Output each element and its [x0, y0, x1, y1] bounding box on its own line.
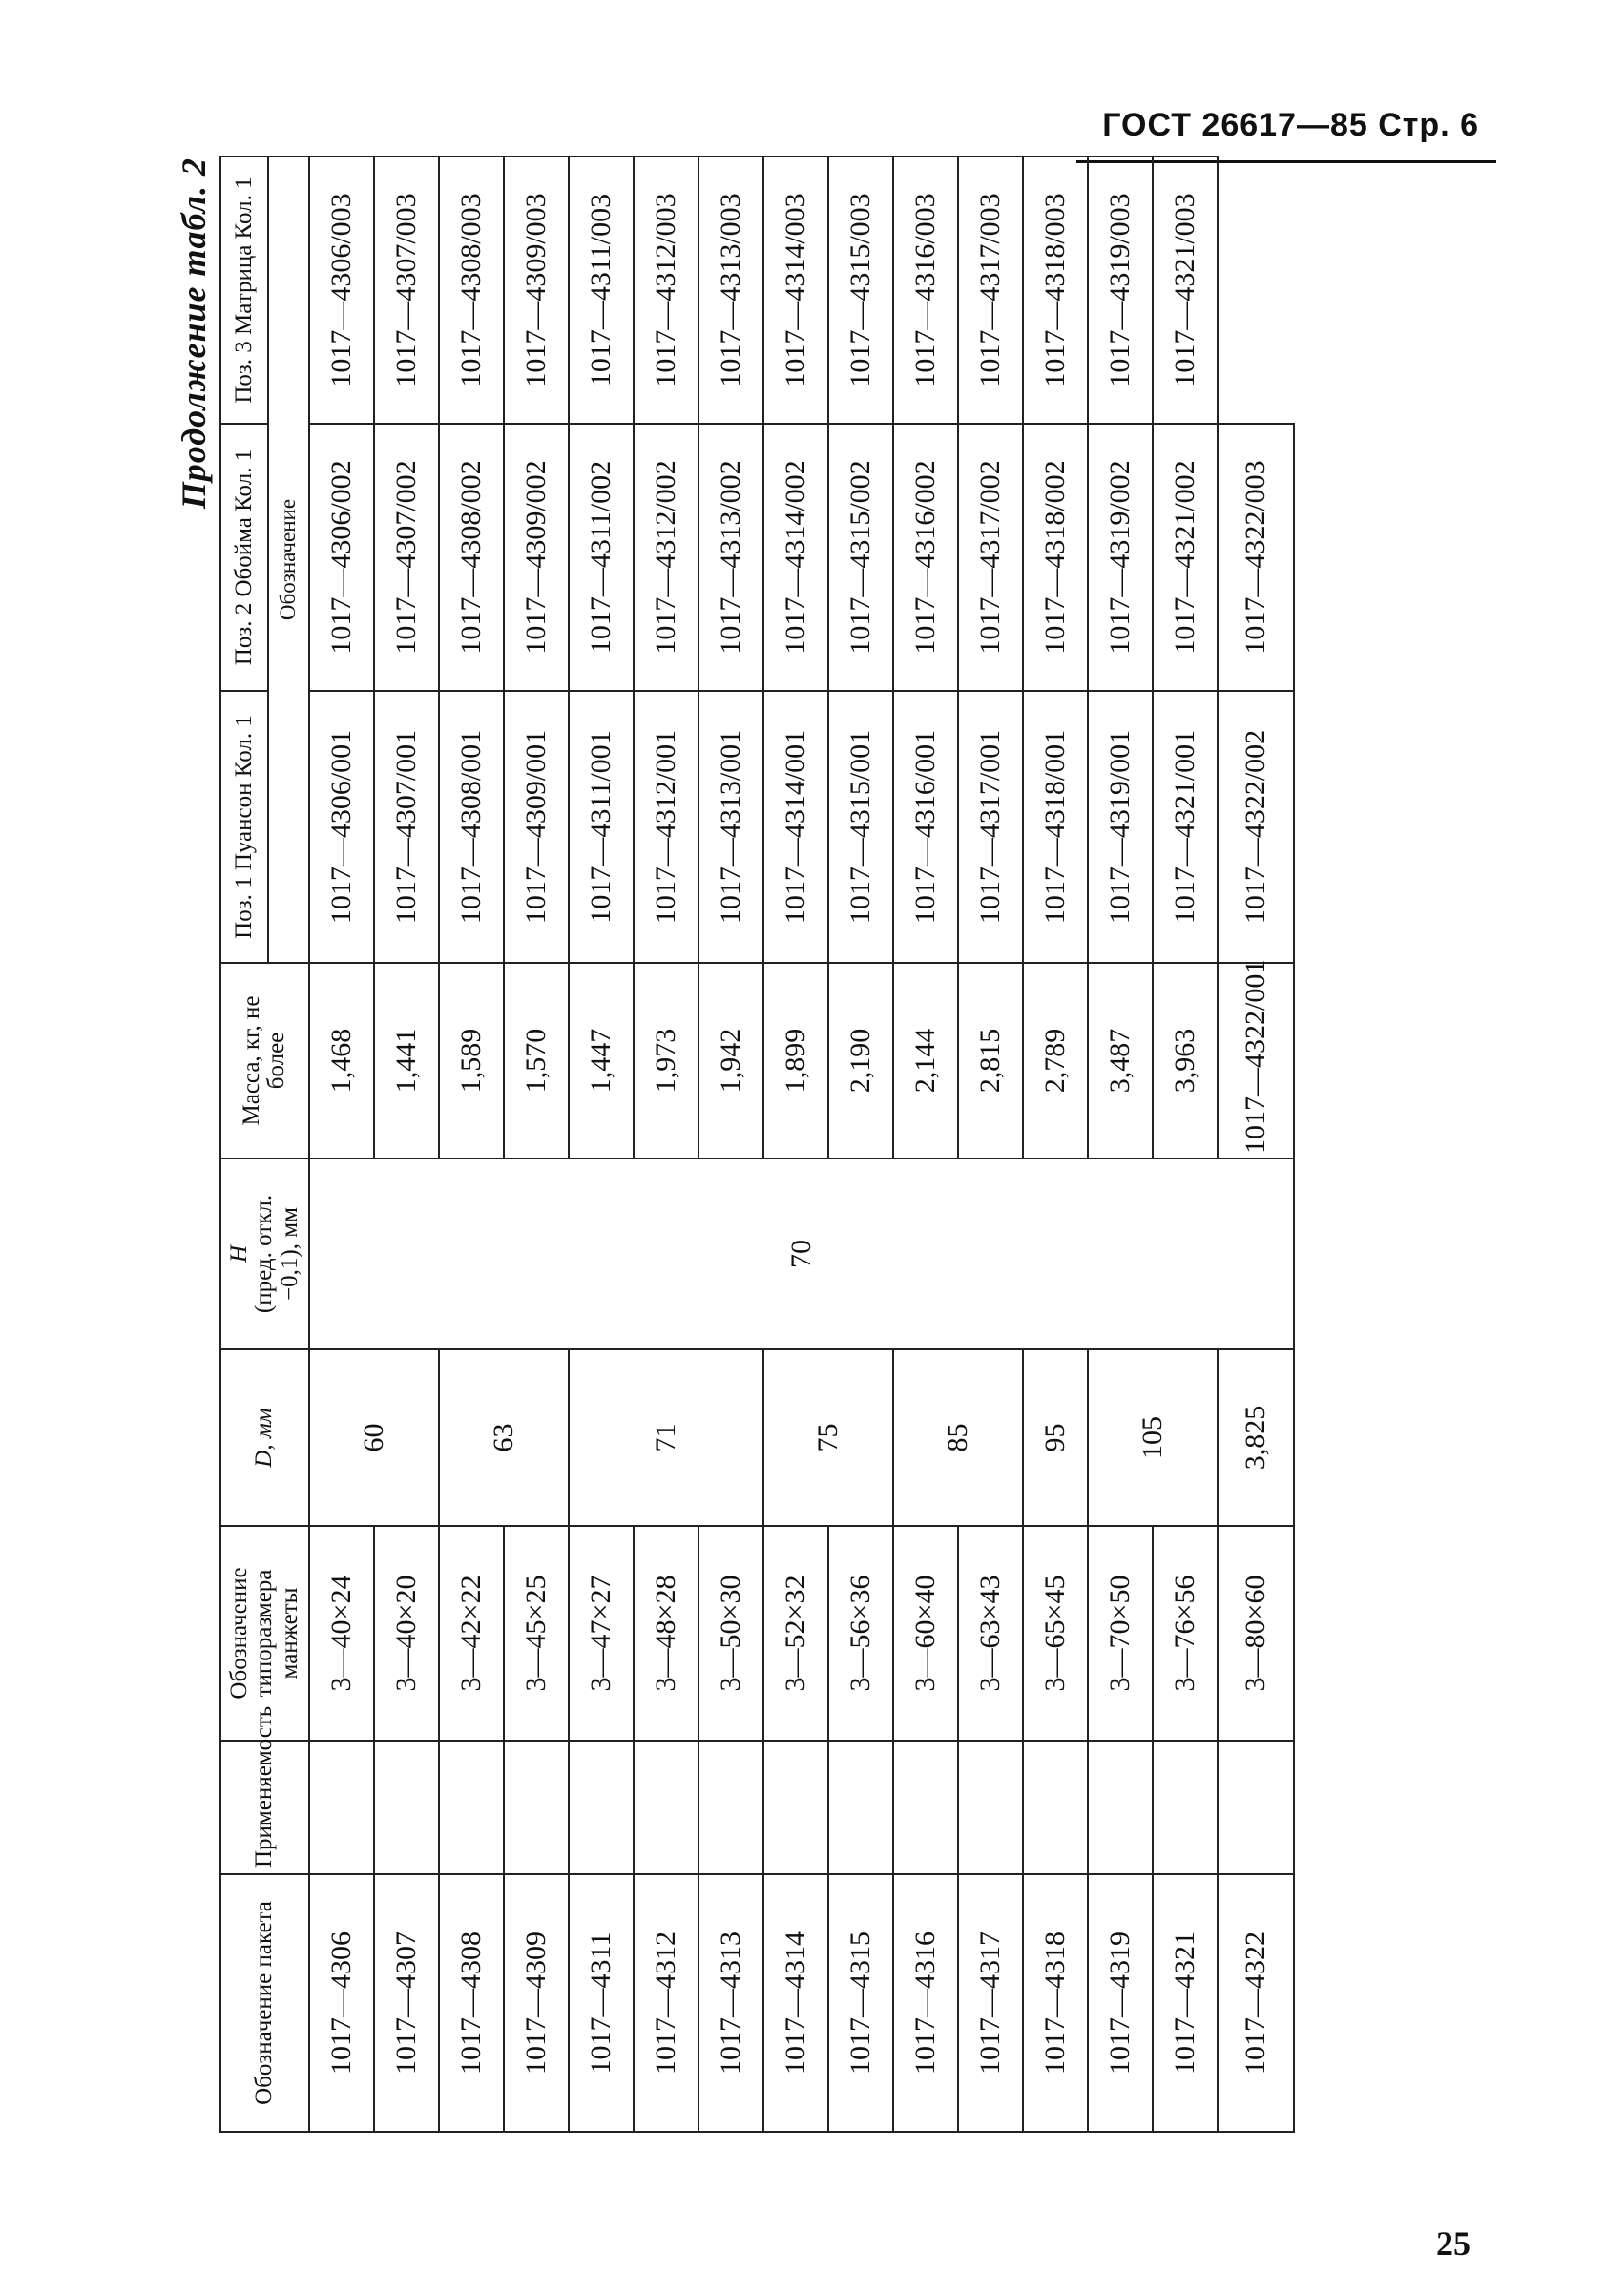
mass-cell: 1,570: [504, 963, 569, 1158]
cuff-cell: 3—40×24: [309, 1526, 374, 1741]
mass-cell: 2,789: [1023, 963, 1088, 1158]
pos1-cell: 1017—4319/001: [1088, 691, 1153, 963]
col-header-mass: Масса, кг, не более: [220, 963, 309, 1158]
d-cell: 105: [1088, 1349, 1218, 1526]
pos3-cell: 1017—4312/003: [634, 157, 698, 424]
spec-table: [219, 156, 1295, 2133]
applicability-cell: [1153, 1741, 1218, 1874]
pos2-cell: 1017—4308/002: [439, 424, 504, 691]
applicability-cell: [763, 1741, 828, 1874]
pos2-cell: 1017—4314/002: [763, 424, 828, 691]
pos3-cell: 1017—4308/003: [439, 157, 504, 424]
mass-cell: 3,825: [1218, 1349, 1294, 1526]
applicability-cell: [1023, 1741, 1088, 1874]
pos3-cell: 1017—4311/003: [569, 157, 634, 424]
applicability-cell: [439, 1741, 504, 1874]
table-body: [309, 157, 1294, 2132]
col-header-h: [220, 1158, 309, 1349]
pos1-cell: 1017—4313/001: [698, 691, 763, 963]
col-header-pos1: Поз. 1 Пуансон Кол. 1: [220, 691, 268, 963]
applicability-cell: [504, 1741, 569, 1874]
table-row: [504, 157, 569, 2132]
applicability-cell: [893, 1741, 958, 1874]
pos3-cell: 1017—4315/003: [828, 157, 893, 424]
pos3-cell: 1017—4309/003: [504, 157, 569, 424]
package-cell: 1017—4308: [439, 1874, 504, 2132]
h-cell: 70: [309, 1158, 1294, 1349]
table-row: [1023, 157, 1088, 2132]
table-row: [763, 157, 828, 2132]
mass-cell: 1,468: [309, 963, 374, 1158]
package-cell: 1017—4317: [958, 1874, 1023, 2132]
mass-cell: 1,589: [439, 963, 504, 1158]
applicability-cell: [828, 1741, 893, 1874]
mass-cell: 1,447: [569, 963, 634, 1158]
col-header-pos3: Поз. 3 Матрица Кол. 1: [220, 157, 268, 424]
mass-cell: 3,963: [1153, 963, 1218, 1158]
mass-cell: 2,144: [893, 963, 958, 1158]
cuff-cell: 3—40×20: [374, 1526, 439, 1741]
package-cell: 1017—4319: [1088, 1874, 1153, 2132]
applicability-cell: [698, 1741, 763, 1874]
d-cell: 95: [1023, 1349, 1088, 1526]
cuff-cell: 3—56×36: [828, 1526, 893, 1741]
applicability-cell: [374, 1741, 439, 1874]
col-header-d-text: D, мм: [251, 1408, 278, 1468]
cuff-cell: 3—52×32: [763, 1526, 828, 1741]
rotated-table-block: [175, 157, 1431, 2133]
cuff-cell: 3—76×56: [1153, 1526, 1218, 1741]
pos1-cell: 1017—4317/001: [958, 691, 1023, 963]
mass-cell: 1,441: [374, 963, 439, 1158]
package-cell: 1017—4322: [1218, 1874, 1294, 2132]
applicability-cell: [569, 1741, 634, 1874]
col-header-h-rest: (пред. откл. −0,1), мм: [251, 1194, 302, 1314]
document-header: ГОСТ 26617—85 Стр. 6: [1102, 107, 1479, 143]
pos1-cell: 1017—4307/001: [374, 691, 439, 963]
package-cell: 1017—4314: [763, 1874, 828, 2132]
cuff-cell: 3—48×28: [634, 1526, 698, 1741]
mass-cell: 1,973: [634, 963, 698, 1158]
applicability-cell: [958, 1741, 1023, 1874]
pos1-cell: 1017—4321/001: [1153, 691, 1218, 963]
cuff-cell: 3—42×22: [439, 1526, 504, 1741]
pos3-cell: 1017—4321/003: [1153, 157, 1218, 424]
pos1-cell: 1017—4322/001: [1218, 963, 1294, 1158]
pos2-cell: 1017—4309/002: [504, 424, 569, 691]
mass-cell: 2,815: [958, 963, 1023, 1158]
package-cell: 1017—4321: [1153, 1874, 1218, 2132]
pos3-cell: 1017—4306/003: [309, 157, 374, 424]
cuff-cell: 3—65×45: [1023, 1526, 1088, 1741]
table-row: [439, 157, 504, 2132]
package-cell: 1017—4318: [1023, 1874, 1088, 2132]
pos3-cell: 1017—4313/003: [698, 157, 763, 424]
pos3-cell: 1017—4317/003: [958, 157, 1023, 424]
mass-cell: 1,899: [763, 963, 828, 1158]
package-cell: 1017—4313: [698, 1874, 763, 2132]
pos2-cell: 1017—4316/002: [893, 424, 958, 691]
col-header-cuff: Обозначение типоразмера манжеты: [220, 1526, 309, 1741]
pos2-cell: 1017—4313/002: [698, 424, 763, 691]
pos2-cell: 1017—4322/002: [1218, 691, 1294, 963]
pos2-cell: 1017—4321/002: [1153, 424, 1218, 691]
applicability-cell: [1218, 1741, 1294, 1874]
mass-cell: 1,942: [698, 963, 763, 1158]
table-row: [309, 157, 374, 2132]
pos2-cell: 1017—4317/002: [958, 424, 1023, 691]
d-cell: 60: [309, 1349, 439, 1526]
col-header-d: [220, 1349, 309, 1526]
page-number: 25: [1436, 2224, 1470, 2263]
table-caption: Продолжение табл. 2: [175, 157, 213, 510]
applicability-cell: [1088, 1741, 1153, 1874]
pos2-cell: 1017—4315/002: [828, 424, 893, 691]
pos3-cell: 1017—4318/003: [1023, 157, 1088, 424]
cuff-cell: 3—60×40: [893, 1526, 958, 1741]
table-row: [1218, 157, 1294, 2132]
table-row: [828, 157, 893, 2132]
package-cell: 1017—4312: [634, 1874, 698, 2132]
table-row: [958, 157, 1023, 2132]
pos1-cell: 1017—4314/001: [763, 691, 828, 963]
table-row: [1088, 157, 1153, 2132]
package-cell: 1017—4315: [828, 1874, 893, 2132]
col-header-designation: Обозначение: [268, 157, 309, 963]
cuff-cell: 3—63×43: [958, 1526, 1023, 1741]
pos1-cell: 1017—4308/001: [439, 691, 504, 963]
col-header-package: Обозначение пакета: [220, 1874, 309, 2132]
table-row: [374, 157, 439, 2132]
table-row: [698, 157, 763, 2132]
table-row: [893, 157, 958, 2132]
cuff-cell: 3—50×30: [698, 1526, 763, 1741]
mass-cell: 2,190: [828, 963, 893, 1158]
pos2-cell: 1017—4312/002: [634, 424, 698, 691]
pos1-cell: 1017—4315/001: [828, 691, 893, 963]
pos1-cell: 1017—4311/001: [569, 691, 634, 963]
pos2-cell: 1017—4318/002: [1023, 424, 1088, 691]
table-row: [569, 157, 634, 2132]
package-cell: 1017—4316: [893, 1874, 958, 2132]
cuff-cell: 3—70×50: [1088, 1526, 1153, 1741]
col-header-h-symbol: H: [226, 1244, 252, 1263]
table-head: [220, 157, 309, 2132]
package-cell: 1017—4306: [309, 1874, 374, 2132]
pos1-cell: 1017—4309/001: [504, 691, 569, 963]
pos3-cell: 1017—4322/003: [1218, 424, 1294, 691]
d-cell: 85: [893, 1349, 1023, 1526]
pos2-cell: 1017—4311/002: [569, 424, 634, 691]
applicability-cell: [634, 1741, 698, 1874]
d-cell: 75: [763, 1349, 893, 1526]
cuff-cell: 3—45×25: [504, 1526, 569, 1741]
d-cell: 71: [569, 1349, 763, 1526]
pos3-cell: 1017—4307/003: [374, 157, 439, 424]
table-row: [1153, 157, 1218, 2132]
table-row: [634, 157, 698, 2132]
package-cell: 1017—4309: [504, 1874, 569, 2132]
pos1-cell: 1017—4318/001: [1023, 691, 1088, 963]
package-cell: 1017—4307: [374, 1874, 439, 2132]
col-header-applicability: Применяемость: [220, 1741, 309, 1874]
pos3-cell: 1017—4314/003: [763, 157, 828, 424]
col-header-pos2: Поз. 2 Обойма Кол. 1: [220, 424, 268, 691]
pos1-cell: 1017—4306/001: [309, 691, 374, 963]
pos1-cell: 1017—4316/001: [893, 691, 958, 963]
pos2-cell: 1017—4306/002: [309, 424, 374, 691]
pos2-cell: 1017—4307/002: [374, 424, 439, 691]
pos3-cell: 1017—4316/003: [893, 157, 958, 424]
cuff-cell: 3—80×60: [1218, 1526, 1294, 1741]
pos1-cell: 1017—4312/001: [634, 691, 698, 963]
cuff-cell: 3—47×27: [569, 1526, 634, 1741]
applicability-cell: [309, 1741, 374, 1874]
d-cell: 63: [439, 1349, 569, 1526]
pos2-cell: 1017—4319/002: [1088, 424, 1153, 691]
pos3-cell: 1017—4319/003: [1088, 157, 1153, 424]
mass-cell: 3,487: [1088, 963, 1153, 1158]
package-cell: 1017—4311: [569, 1874, 634, 2132]
